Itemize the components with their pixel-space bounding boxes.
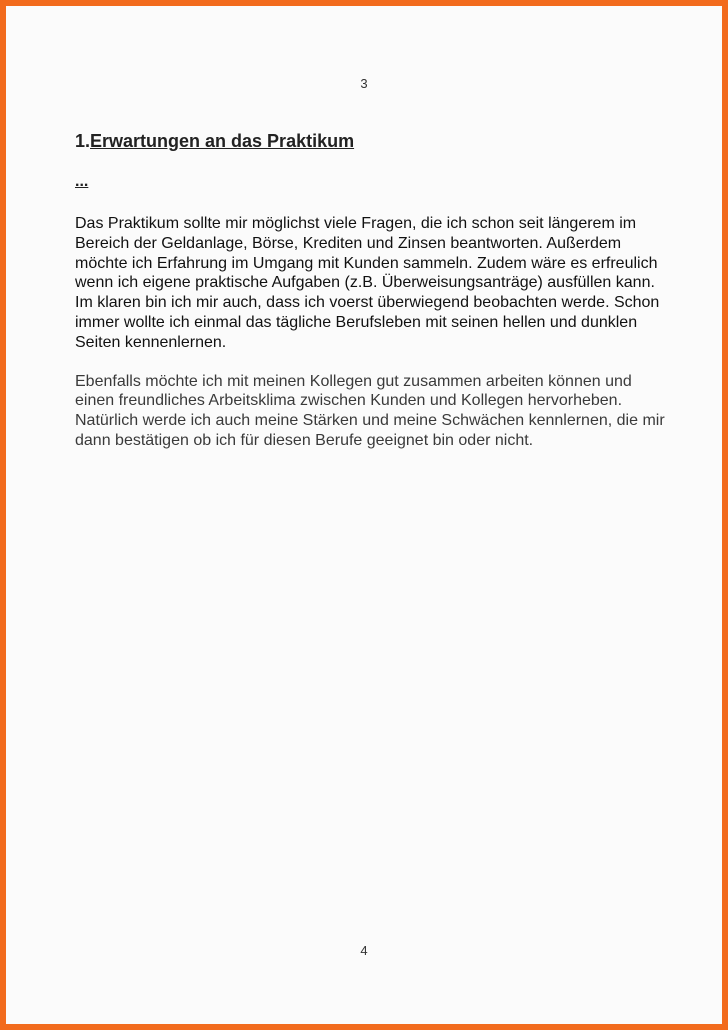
page-number-bottom: 4 [360, 943, 368, 958]
section-title: Erwartungen an das Praktikum [90, 131, 355, 151]
document-body [75, 130, 675, 451]
page-number-top: 3 [360, 76, 368, 91]
paragraph-colleagues: Ebenfalls möchte ich mit meinen Kollegen gut zusammen arbeiten können und einen freundliches Arbeitsklima zwischen Kunden und Kollegen hervorheben. [75, 372, 632, 410]
section-heading [75, 130, 675, 152]
section-ellipsis: ... [75, 173, 89, 190]
section-number: 1. [75, 131, 91, 151]
paragraph-strengths: Natürlich werde ich auch meine Stärken und meine Schwächen kennlernen, die mir dann bestätigen ob ich für diesen Berufe geeignet bin oder nicht. [75, 412, 665, 449]
paragraph-expectations: Das Praktikum sollte mir möglichst viele Fragen, die ich schon seit längerem im Bereich der Geldanlage, Börse, Krediten und Zinsen beantworten. Außerdem möchte ich Erfahrung im Umgang mit Kunden sammeln. Zudem wäre es erfreulich wenn ich eigene praktische Aufgaben (z.B. Überweisungsanträge) ausfüllen kann. Im klaren bin ich mir auch, dass ich voerst überwiegend beobachten werde. Schon immer wollte ich einmal das tägliche Berufsleben mit seinen hellen und dunklen Seiten kennenlernen. [75, 215, 660, 351]
